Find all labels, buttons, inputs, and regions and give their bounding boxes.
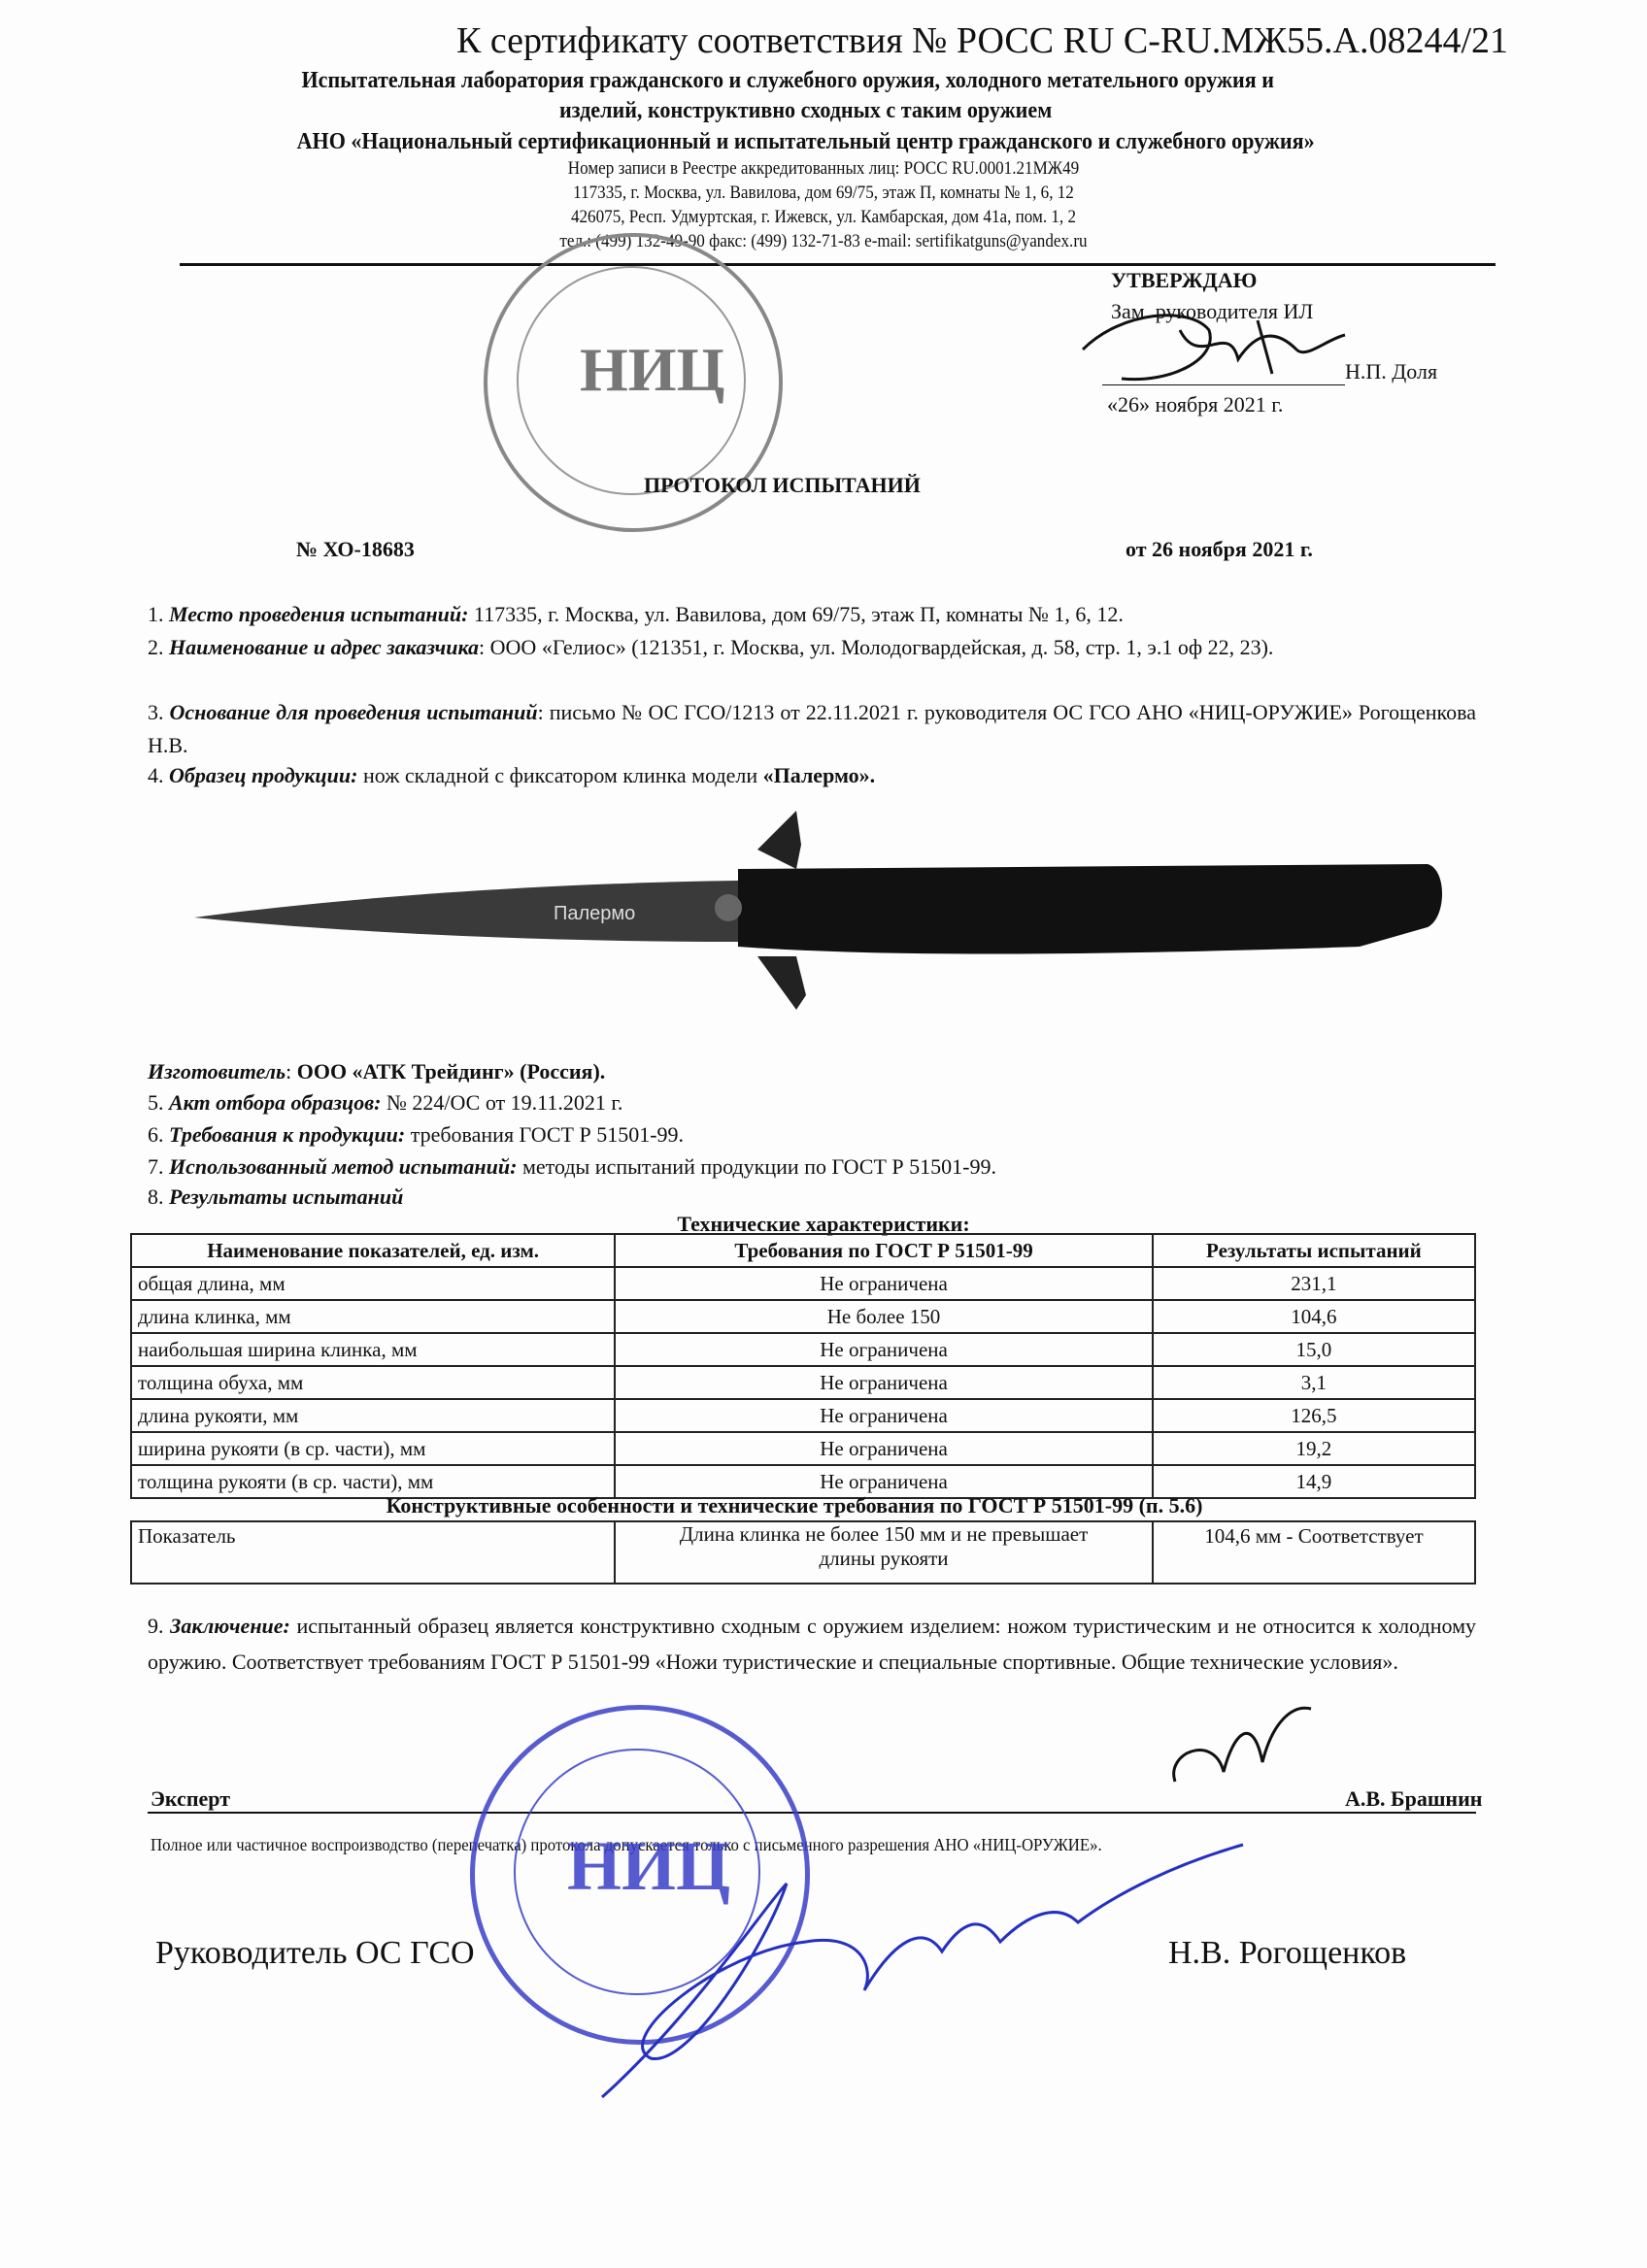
table1-title: Технические характеристики: (677, 1212, 970, 1236)
approval-title: УТВЕРЖДАЮ (1111, 268, 1258, 292)
registry-number: Номер записи в Реестре аккредитованных лиц: РОСС RU.0001.21МЖ49 (567, 158, 1080, 179)
protocol-number: № ХО-18683 (296, 537, 415, 561)
table-row: общая длина, мм Не ограничена 231,1 (131, 1267, 1475, 1300)
lab-name-line2: изделий, конструктивно сходных с таким оружием (558, 98, 1053, 123)
approval-position: Зам. руководителя ИЛ (1111, 299, 1314, 323)
item-4: 4. Образец продукции: нож складной с фиксатором клинка модели «Палермо». (148, 763, 876, 787)
expert-label: Эксперт (151, 1786, 231, 1811)
design-features-table (130, 1520, 1476, 1584)
head-name: Н.В. Рогощенков (1168, 1935, 1407, 1971)
certificate-reference: К сертификату соответствия № РОСС RU C-RU.МЖ55.А.08244/21 (456, 20, 1509, 61)
table2-title: Конструктивные особенности и технические требования по ГОСТ Р 51501-99 (п. 5.6) (386, 1493, 1203, 1518)
head-label: Руководитель ОС ГСО (155, 1935, 475, 1971)
approval-date: «26» ноября 2021 г. (1107, 392, 1284, 417)
tech-specs-table: Наименование показателей, ед. изм. Требования по ГОСТ Р 51501-99 Результаты испытаний общая длина, мм Не ограничена 231,1 длина клинка, мм Не более 150 104,6 наибольшая ширина клинка, мм Не ограничена 15,0 толщина обуха, мм Не ограничена 3,1 длина рукояти, мм Не ограничена 126,5 ширина рукояти (в ср. части), мм Не ограничена 19,2 толщина рукояти (в ср. части), мм Не ограничена 14,9 (130, 1233, 1476, 1499)
item-7: 7. Использованный метод испытаний: методы испытаний продукции по ГОСТ Р 51501-99. (148, 1154, 996, 1179)
organization-name: АНО «Национальный сертификационный и испытательный центр гражданского и служебного оружия» (296, 129, 1315, 154)
table-row: ширина рукояти (в ср. части), мм Не ограничена 19,2 (131, 1432, 1475, 1465)
table-row: наибольшая ширина клинка, мм Не ограничена 15,0 (131, 1333, 1475, 1366)
table-row: толщина рукояти (в ср. части), мм Не ограничена 14,9 (131, 1465, 1475, 1498)
item-1: 1. Место проведения испытаний: 117335, г. Москва, ул. Вавилова, дом 69/75, этаж П, комнаты № 1, 6, 12. (148, 602, 1124, 626)
expert-name: А.В. Брашнин (1345, 1786, 1483, 1811)
manufacturer: Изготовитель: ООО «АТК Трейдинг» (Россия). (148, 1059, 606, 1084)
protocol-title: ПРОТОКОЛ ИСПЫТАНИЙ (644, 473, 921, 497)
knife-label: Палермо (554, 903, 636, 924)
protocol-date: от 26 ноября 2021 г. (1126, 537, 1313, 561)
table-row: длина рукояти, мм Не ограничена 126,5 (131, 1399, 1475, 1432)
contacts: тел.: (499) 132-49-90 факс: (499) 132-71-83 e-mail: sertifikatguns@yandex.ru (559, 231, 1088, 251)
table-row: длина клинка, мм Не более 150 104,6 (131, 1300, 1475, 1333)
conclusion: 9. Заключение: испытанный образец является конструктивно сходным с оружием изделием: ножом туристическим и не относится к холодному оружию. Соответствует требованиям ГОСТ Р 51501-99 «Ножи туристические и специальные спортивные. Общие технические условия». (148, 1614, 1476, 1674)
item-2: 2. Наименование и адрес заказчика: ООО «Гелиос» (121351, г. Москва, ул. Молодогвардейская, д. 58, стр. 1, э.1 оф 22, 23). (148, 635, 1274, 659)
head-signature (573, 1825, 1253, 2117)
expert-line (148, 1812, 1476, 1814)
item-6: 6. Требования к продукции: требования ГОСТ Р 51501-99. (148, 1122, 685, 1147)
stamp-logo: НИЦ (567, 1827, 731, 1905)
reproduction-notice: Полное или частичное воспроизводство (перепечатка) протокола допускается только с письменного разрешения АНО «НИЦ-ОРУЖИЕ». (151, 1835, 1102, 1854)
stamp-logo: НИЦ (580, 335, 725, 404)
approval-signature (1063, 291, 1355, 398)
header-divider (180, 263, 1496, 266)
item-5: 5. Акт отбора образцов: № 224/ОС от 19.11.2021 г. (148, 1090, 623, 1115)
item-8: 8. Результаты испытаний (148, 1184, 404, 1209)
lab-name-line1: Испытательная лаборатория гражданского и служебного оружия, холодного метательного оружия и (301, 68, 1274, 93)
expert-signature (1156, 1694, 1321, 1811)
address-izhevsk: 426075, Респ. Удмуртская, г. Ижевск, ул. Камбарская, дом 41а, пом. 1, 2 (570, 207, 1077, 227)
knife-photo (194, 811, 1447, 1015)
item-3: 3. Основание для проведения испытаний: письмо № ОС ГСО/1213 от 22.11.2021 г. руководителя ОС ГСО АНО «НИЦ-ОРУЖИЕ» Рогощенкова Н.В. (148, 700, 1476, 757)
table-row: Показатель Длина клинка не более 150 мм и не превышает длины рукояти 104,6 мм - Соответствует (131, 1521, 1475, 1584)
approver-name: Н.П. Доля (1345, 359, 1438, 384)
address-moscow: 117335, г. Москва, ул. Вавилова, дом 69/75, этаж П, комнаты № 1, 6, 12 (573, 183, 1074, 203)
table-row: толщина обуха, мм Не ограничена 3,1 (131, 1366, 1475, 1399)
